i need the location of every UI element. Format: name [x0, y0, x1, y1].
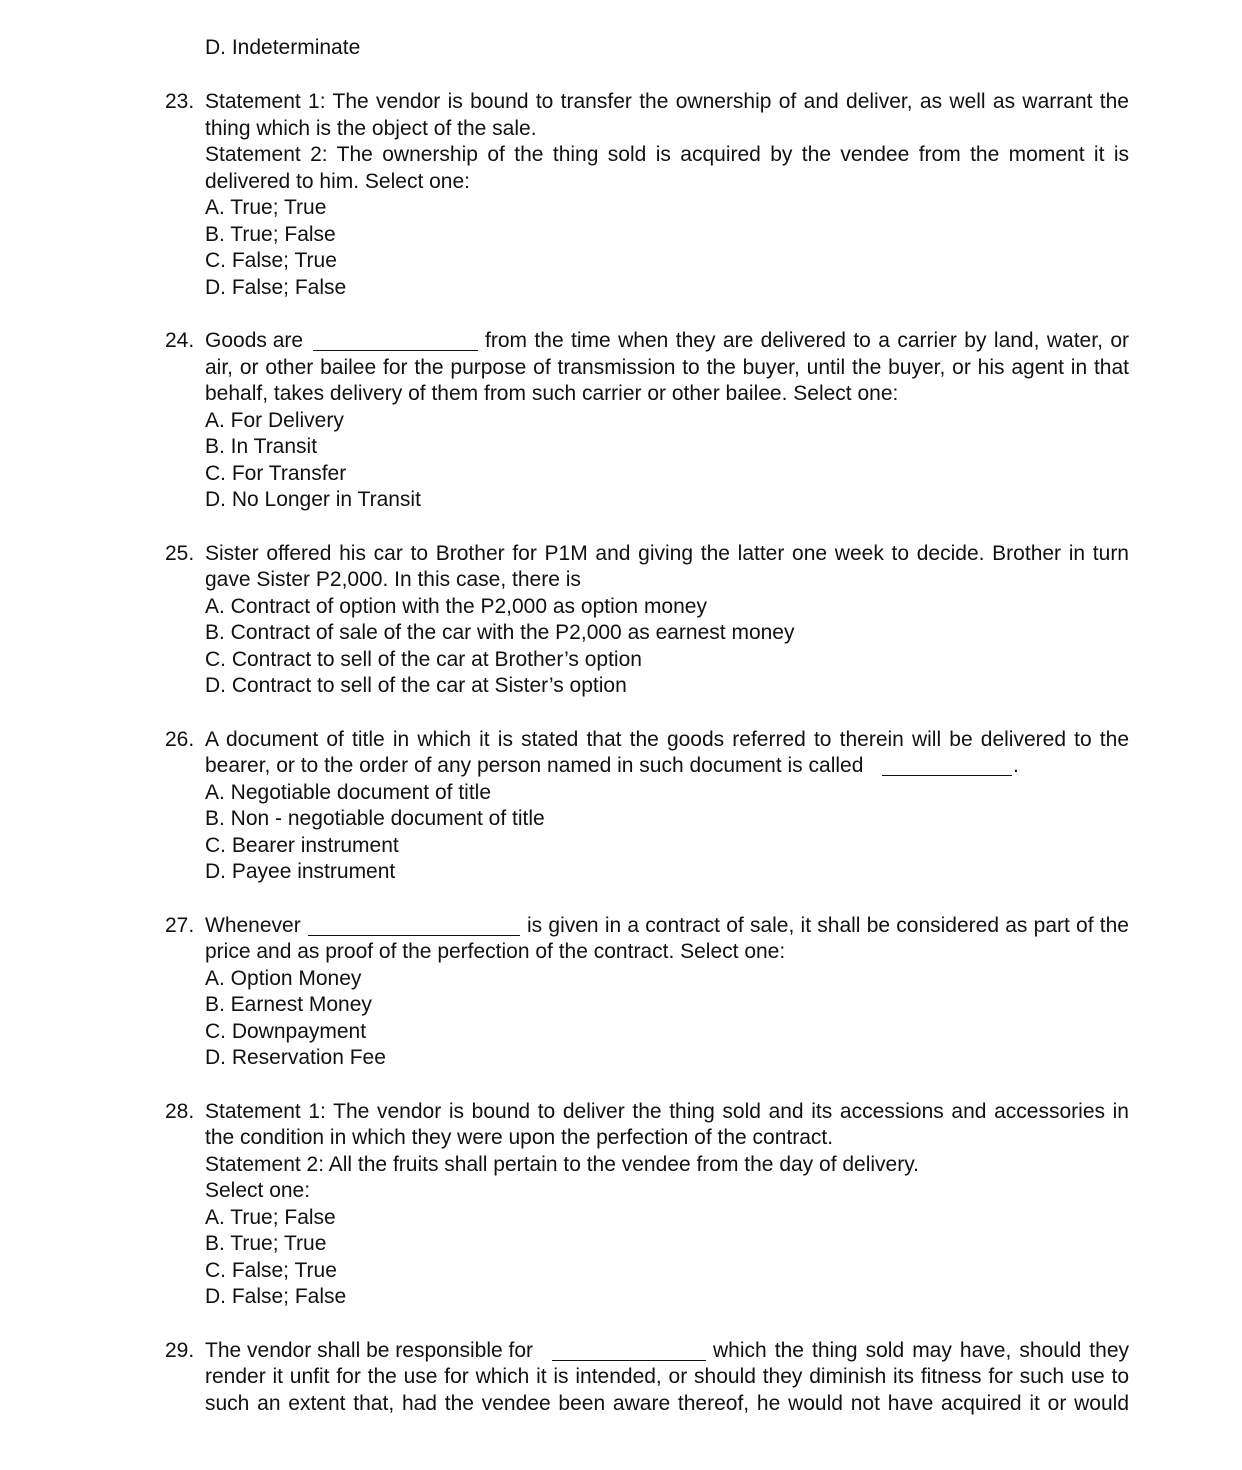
question-29-number: 29. [165, 1339, 195, 1362]
question-25-option-c: C. Contract to sell of the car at Brother’s option [205, 648, 642, 671]
question-23-line-2: thing which is the object of the sale. [205, 117, 537, 140]
question-27-line-1-before: Whenever [205, 914, 301, 937]
question-26-number: 26. [165, 728, 195, 751]
question-27-blank [308, 918, 520, 936]
question-28-line-1: Statement 1: The vendor is bound to deliver the thing sold and its accessions and accessories in [205, 1100, 1129, 1123]
question-28-option-a: A. True; False [205, 1206, 336, 1229]
question-29-blank [552, 1343, 706, 1361]
question-28-option-d: D. False; False [205, 1285, 347, 1308]
question-25-option-a: A. Contract of option with the P2,000 as option money [205, 595, 707, 618]
question-24-line-1-after: from the time when they are delivered to a carrier by land, water, or [485, 329, 1129, 352]
question-24-blank [313, 333, 478, 351]
question-26-option-c: C. Bearer instrument [205, 834, 399, 857]
question-23-option-c: C. False; True [205, 249, 337, 272]
question-28-line-3: Statement 2: All the fruits shall pertain to the vendee from the day of delivery. [205, 1153, 919, 1176]
question-24-line-2: air, or other bailee for the purpose of transmission to the buyer, until the buyer, or his agent in that [205, 356, 1129, 379]
question-29-line-1-after: which the thing sold may have, should they [713, 1339, 1129, 1362]
question-25-option-d: D. Contract to sell of the car at Sister’s option [205, 674, 627, 697]
question-26-option-d: D. Payee instrument [205, 860, 396, 883]
question-29-line-3: such an extent that, had the vendee been aware thereof, he would not have acquired it or would [205, 1392, 1129, 1415]
question-26-blank [882, 758, 1012, 776]
question-23-line-1: Statement 1: The vendor is bound to transfer the ownership of and deliver, as well as warrant the [205, 90, 1129, 113]
question-26-option-b: B. Non - negotiable document of title [205, 807, 545, 830]
question-28-number: 28. [165, 1100, 195, 1123]
question-23-option-d: D. False; False [205, 276, 347, 299]
question-27-option-d: D. Reservation Fee [205, 1046, 386, 1069]
question-23-number: 23. [165, 90, 195, 113]
question-24-option-c: C. For Transfer [205, 462, 347, 485]
question-24-option-a: A. For Delivery [205, 409, 344, 432]
question-27-number: 27. [165, 914, 195, 937]
question-29-line-2: render it unfit for the use for which it is intended, or should they diminish its fitness for such use to [205, 1365, 1129, 1388]
question-28-option-b: B. True; True [205, 1232, 327, 1255]
question-24-line-1-before: Goods are [205, 329, 304, 352]
question-25-option-b: B. Contract of sale of the car with the P2,000 as earnest money [205, 621, 795, 644]
question-25-line-2: gave Sister P2,000. In this case, there is [205, 568, 581, 591]
question-23-line-4: delivered to him. Select one: [205, 170, 470, 193]
question-23-line-3: Statement 2: The ownership of the thing sold is acquired by the vendee from the moment it is [205, 143, 1129, 166]
question-27-line-1-after: is given in a contract of sale, it shall be considered as part of the [527, 914, 1129, 937]
question-25-line-1: Sister offered his car to Brother for P1M and giving the latter one week to decide. Brother in turn [205, 542, 1129, 565]
question-28-line-2: the condition in which they were upon the perfection of the contract. [205, 1126, 834, 1149]
question-26-line-2-before: bearer, or to the order of any person named in such document is called [205, 754, 864, 777]
question-27-option-a: A. Option Money [205, 967, 362, 990]
question-26-line-1: A document of title in which it is stated that the goods referred to therein will be delivered to the [205, 728, 1129, 751]
question-27-option-b: B. Earnest Money [205, 993, 372, 1016]
question-24-option-d: D. No Longer in Transit [205, 488, 421, 511]
question-27-option-c: C. Downpayment [205, 1020, 367, 1043]
question-24-line-3: behalf, takes delivery of them from such carrier or other bailee. Select one: [205, 382, 899, 405]
question-24-option-b: B. In Transit [205, 435, 318, 458]
question-28-option-c: C. False; True [205, 1259, 337, 1282]
question-26-option-a: A. Negotiable document of title [205, 781, 492, 804]
question-27-line-2: price and as proof of the perfection of the contract. Select one: [205, 940, 786, 963]
question-23-option-b: B. True; False [205, 223, 336, 246]
question-23-option-a: A. True; True [205, 196, 327, 219]
question-26-line-2-after: . [1013, 754, 1019, 777]
prev-option-d: D. Indeterminate [205, 36, 361, 59]
question-29-line-1-before: The vendor shall be responsible for [205, 1339, 534, 1362]
question-24-number: 24. [165, 329, 195, 352]
question-28-line-4: Select one: [205, 1179, 311, 1202]
question-25-number: 25. [165, 542, 195, 565]
